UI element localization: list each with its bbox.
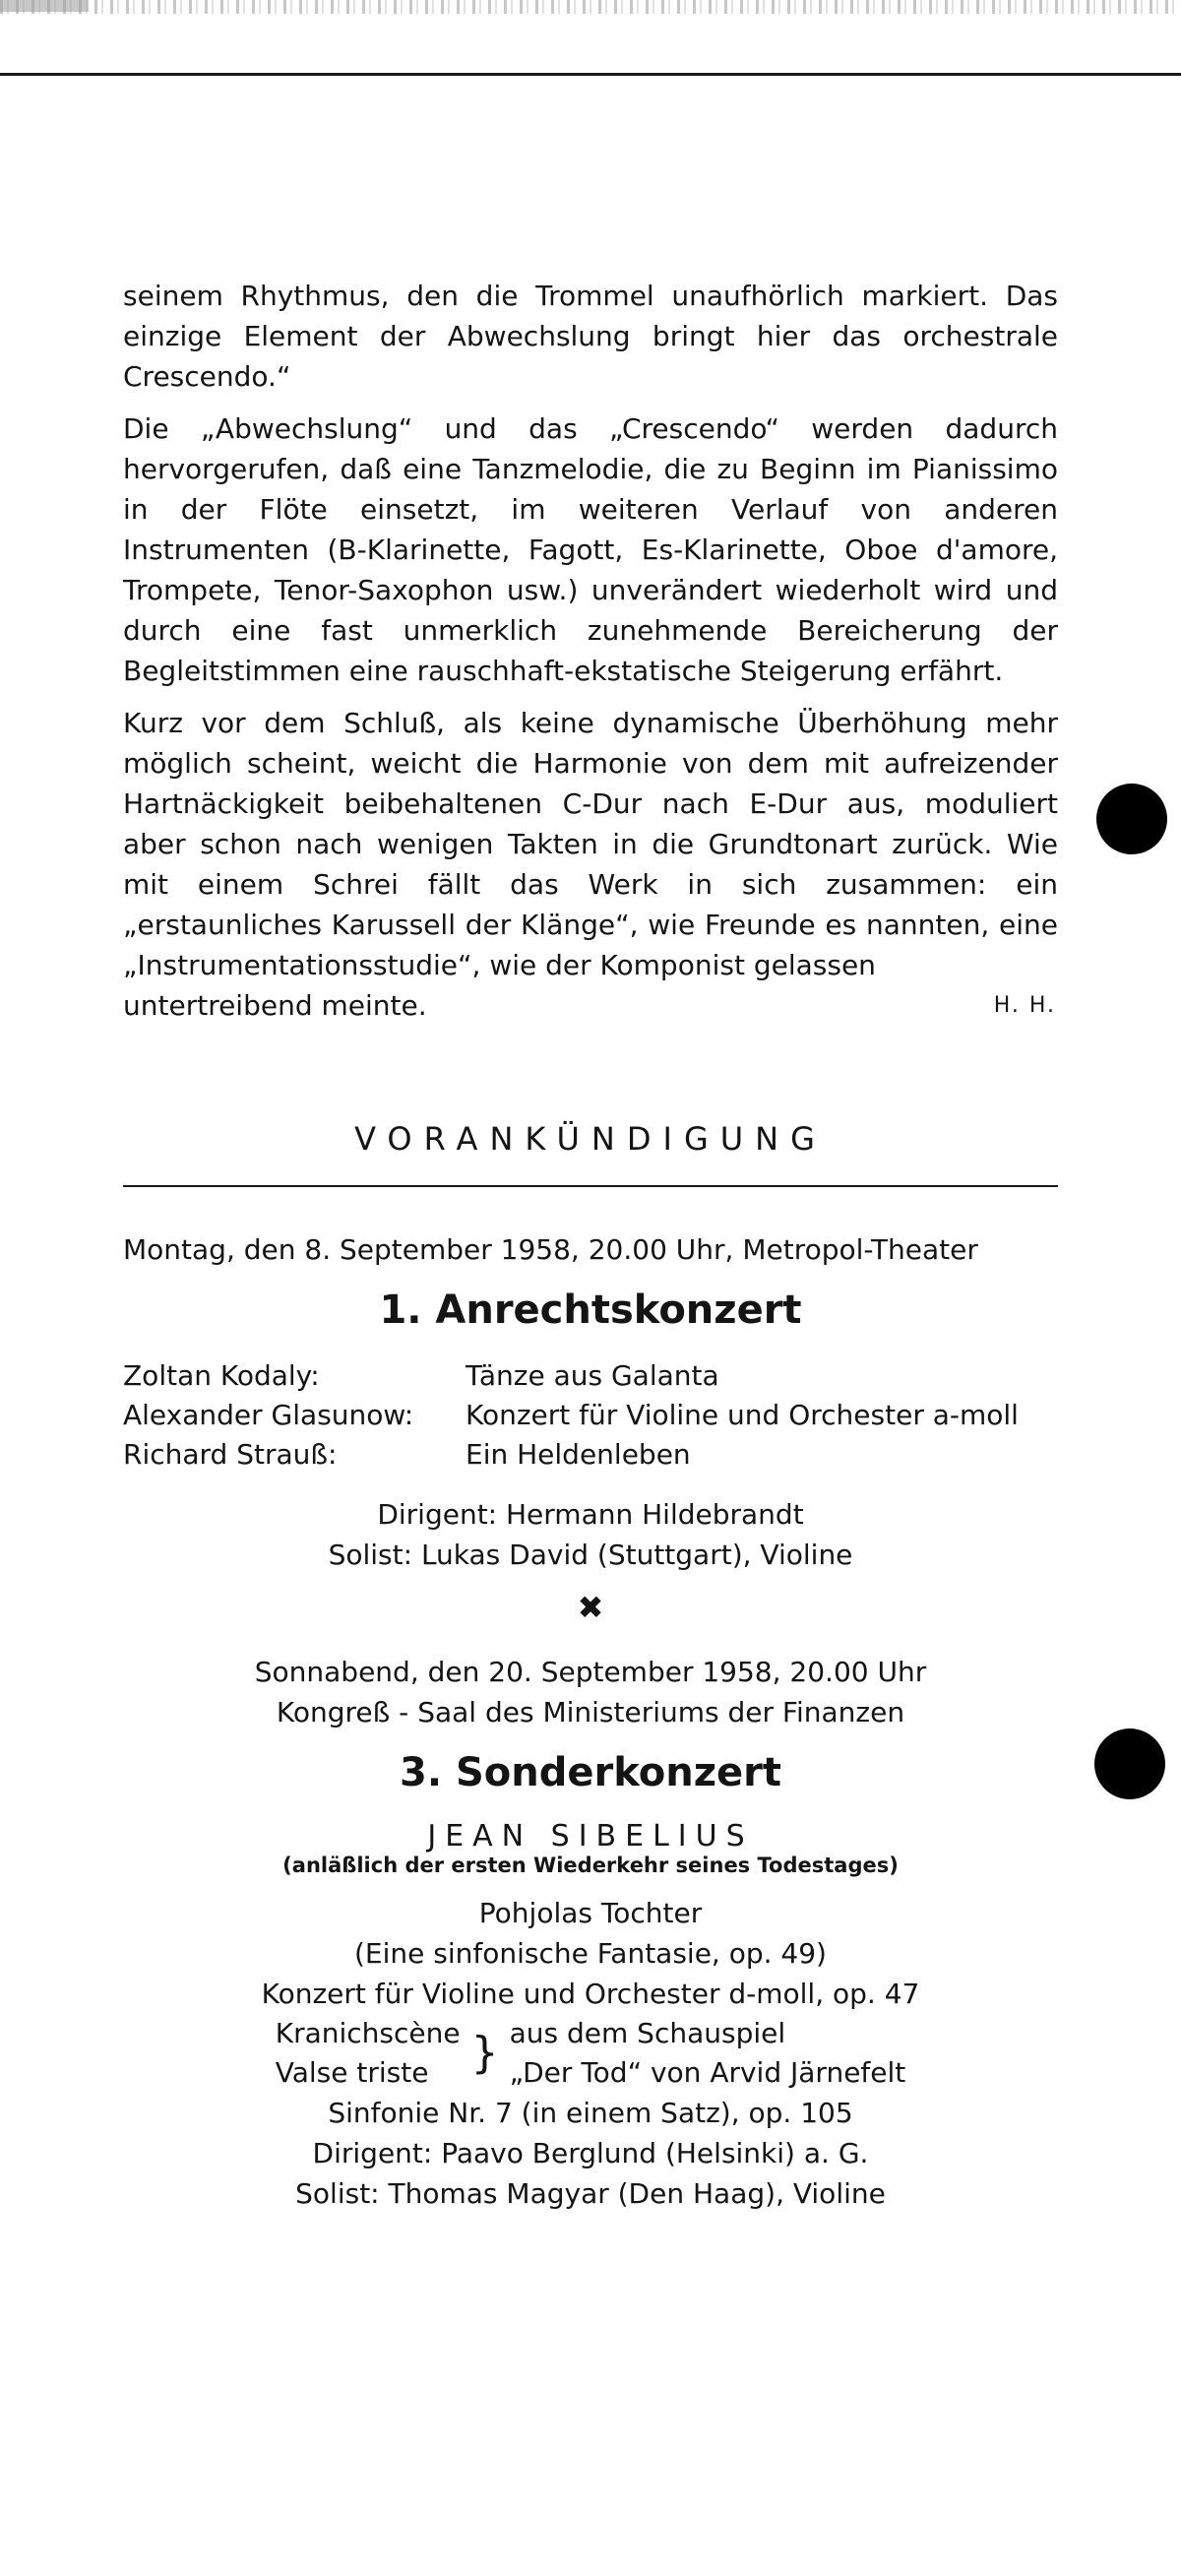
program-work: Konzert für Violine und Orchester a-moll [466, 1399, 1019, 1431]
suite-title: Valse triste [275, 2056, 429, 2089]
concert2-venue: Kongreß - Saal des Ministeriums der Finanzen [276, 1696, 905, 1728]
program-composer: Richard Strauß: [123, 1438, 338, 1471]
concert2-composer: JEAN SIBELIUS [427, 1819, 754, 1853]
program-row [123, 1435, 1058, 1475]
announcement-rule [123, 1185, 1058, 1187]
program-row [123, 1396, 1058, 1435]
concert1-program [123, 1356, 1058, 1475]
concert2-conductor: Dirigent: Paavo Berglund (Helsinki) a. G. [312, 2137, 869, 2169]
announcement-heading: VORANKÜNDIGUNG [354, 1120, 827, 1158]
concert2-title: 3. Sonderkonzert [400, 1750, 781, 1795]
brace-icon: } [470, 2028, 499, 2078]
review-paragraph-3: Kurz vor dem Schluß, als keine dynamische Überhöhung mehr möglich scheint, weicht die Harmonie von dem mit aufreizender Hartnäckigkeit beibehaltenen C-Dur nach E-Dur aus, moduliert aber schon nach wenigen Takten in die Grundtonart zurück. Wie mit einem Schrei fällt das Werk in sich zusammen: ein „erstaunliches Karussell der Klänge“, wie Freunde es nannten, eine „Instrumentationsstudie“, wie der Komponist gelassen untertreibend meinte. H. H. [123, 703, 1058, 1026]
concert1-soloist: Solist: Lukas David (Stuttgart), Violine [328, 1539, 853, 1571]
suite-titles [276, 2014, 461, 2093]
page-content [123, 276, 1058, 2214]
suite-source-line: aus dem Schauspiel [509, 2017, 786, 2049]
concert1-date-line: Montag, den 8. September 1958, 20.00 Uhr, Metropol-Theater [123, 1233, 978, 1266]
program-row [123, 1356, 1058, 1396]
program-work: Ein Heldenleben [466, 1438, 691, 1471]
review-paragraph-2: Die „Abwechslung“ und das „Crescendo“ werden dadurch hervorgerufen, daß eine Tanzmelodie, die zu Beginn im Pianissimo in der Flöte einsetzt, im weiteren Verlauf von anderen Instrumenten (B-Klarinette, Fagott, Es-Klarinette, Oboe d'amore, Trompete, Tenor-Saxophon usw.) unverändert wiederholt wird und durch eine fast unmerklich zunehmende Bereicherung der Begleitstimmen eine rauschhaft-ekstatische Steigerung erfährt. [123, 412, 1058, 687]
top-rule [0, 73, 1181, 76]
concert2-date-line: Sonnabend, den 20. September 1958, 20.00 Uhr [254, 1656, 927, 1688]
suite-source-line: „Der Tod“ von Arvid Järnefelt [509, 2056, 906, 2089]
review-last-line: untertreibend meinte. [123, 989, 427, 1022]
concert2-occasion: (anläßlich der ersten Wiederkehr seines Todestages) [282, 1853, 899, 1877]
concert2-work-2: Konzert für Violine und Orchester d-moll, op. 47 [261, 1978, 920, 2010]
suite-title: Kranichscène [275, 2017, 461, 2049]
review-closing-line [123, 985, 1058, 1026]
concert2-suite-block [123, 2014, 1058, 2093]
program-composer: Alexander Glasunow: [123, 1399, 414, 1431]
concert1-title: 1. Anrechtskonzert [379, 1288, 802, 1333]
suite-source [510, 2014, 906, 2093]
program-work: Tänze aus Galanta [466, 1359, 719, 1392]
concert2-work-1-subtitle: (Eine sinfonische Fantasie, op. 49) [354, 1937, 827, 1970]
separator-star-icon: ✖ [577, 1589, 604, 1626]
concert2-work-1: Pohjolas Tochter [478, 1897, 703, 1929]
concert2-soloist: Solist: Thomas Magyar (Den Haag), Violine [295, 2177, 886, 2210]
scan-edge-mark [0, 0, 89, 12]
concert2-work-4: Sinfonie Nr. 7 (in einem Satz), op. 105 [328, 2097, 853, 2129]
scan-top-noise [0, 0, 1181, 14]
punch-hole-lower [1094, 1728, 1165, 1799]
author-signature: H. H. [993, 993, 1056, 1018]
review-paragraph-1: seinem Rhythmus, den die Trommel unaufhörlich markiert. Das einzige Element der Abwechslung bringt hier das orchestrale Crescendo.“ [123, 280, 1058, 393]
punch-hole-upper [1096, 784, 1167, 854]
concert1-conductor: Dirigent: Hermann Hildebrandt [377, 1498, 804, 1531]
program-composer: Zoltan Kodaly: [123, 1359, 320, 1392]
